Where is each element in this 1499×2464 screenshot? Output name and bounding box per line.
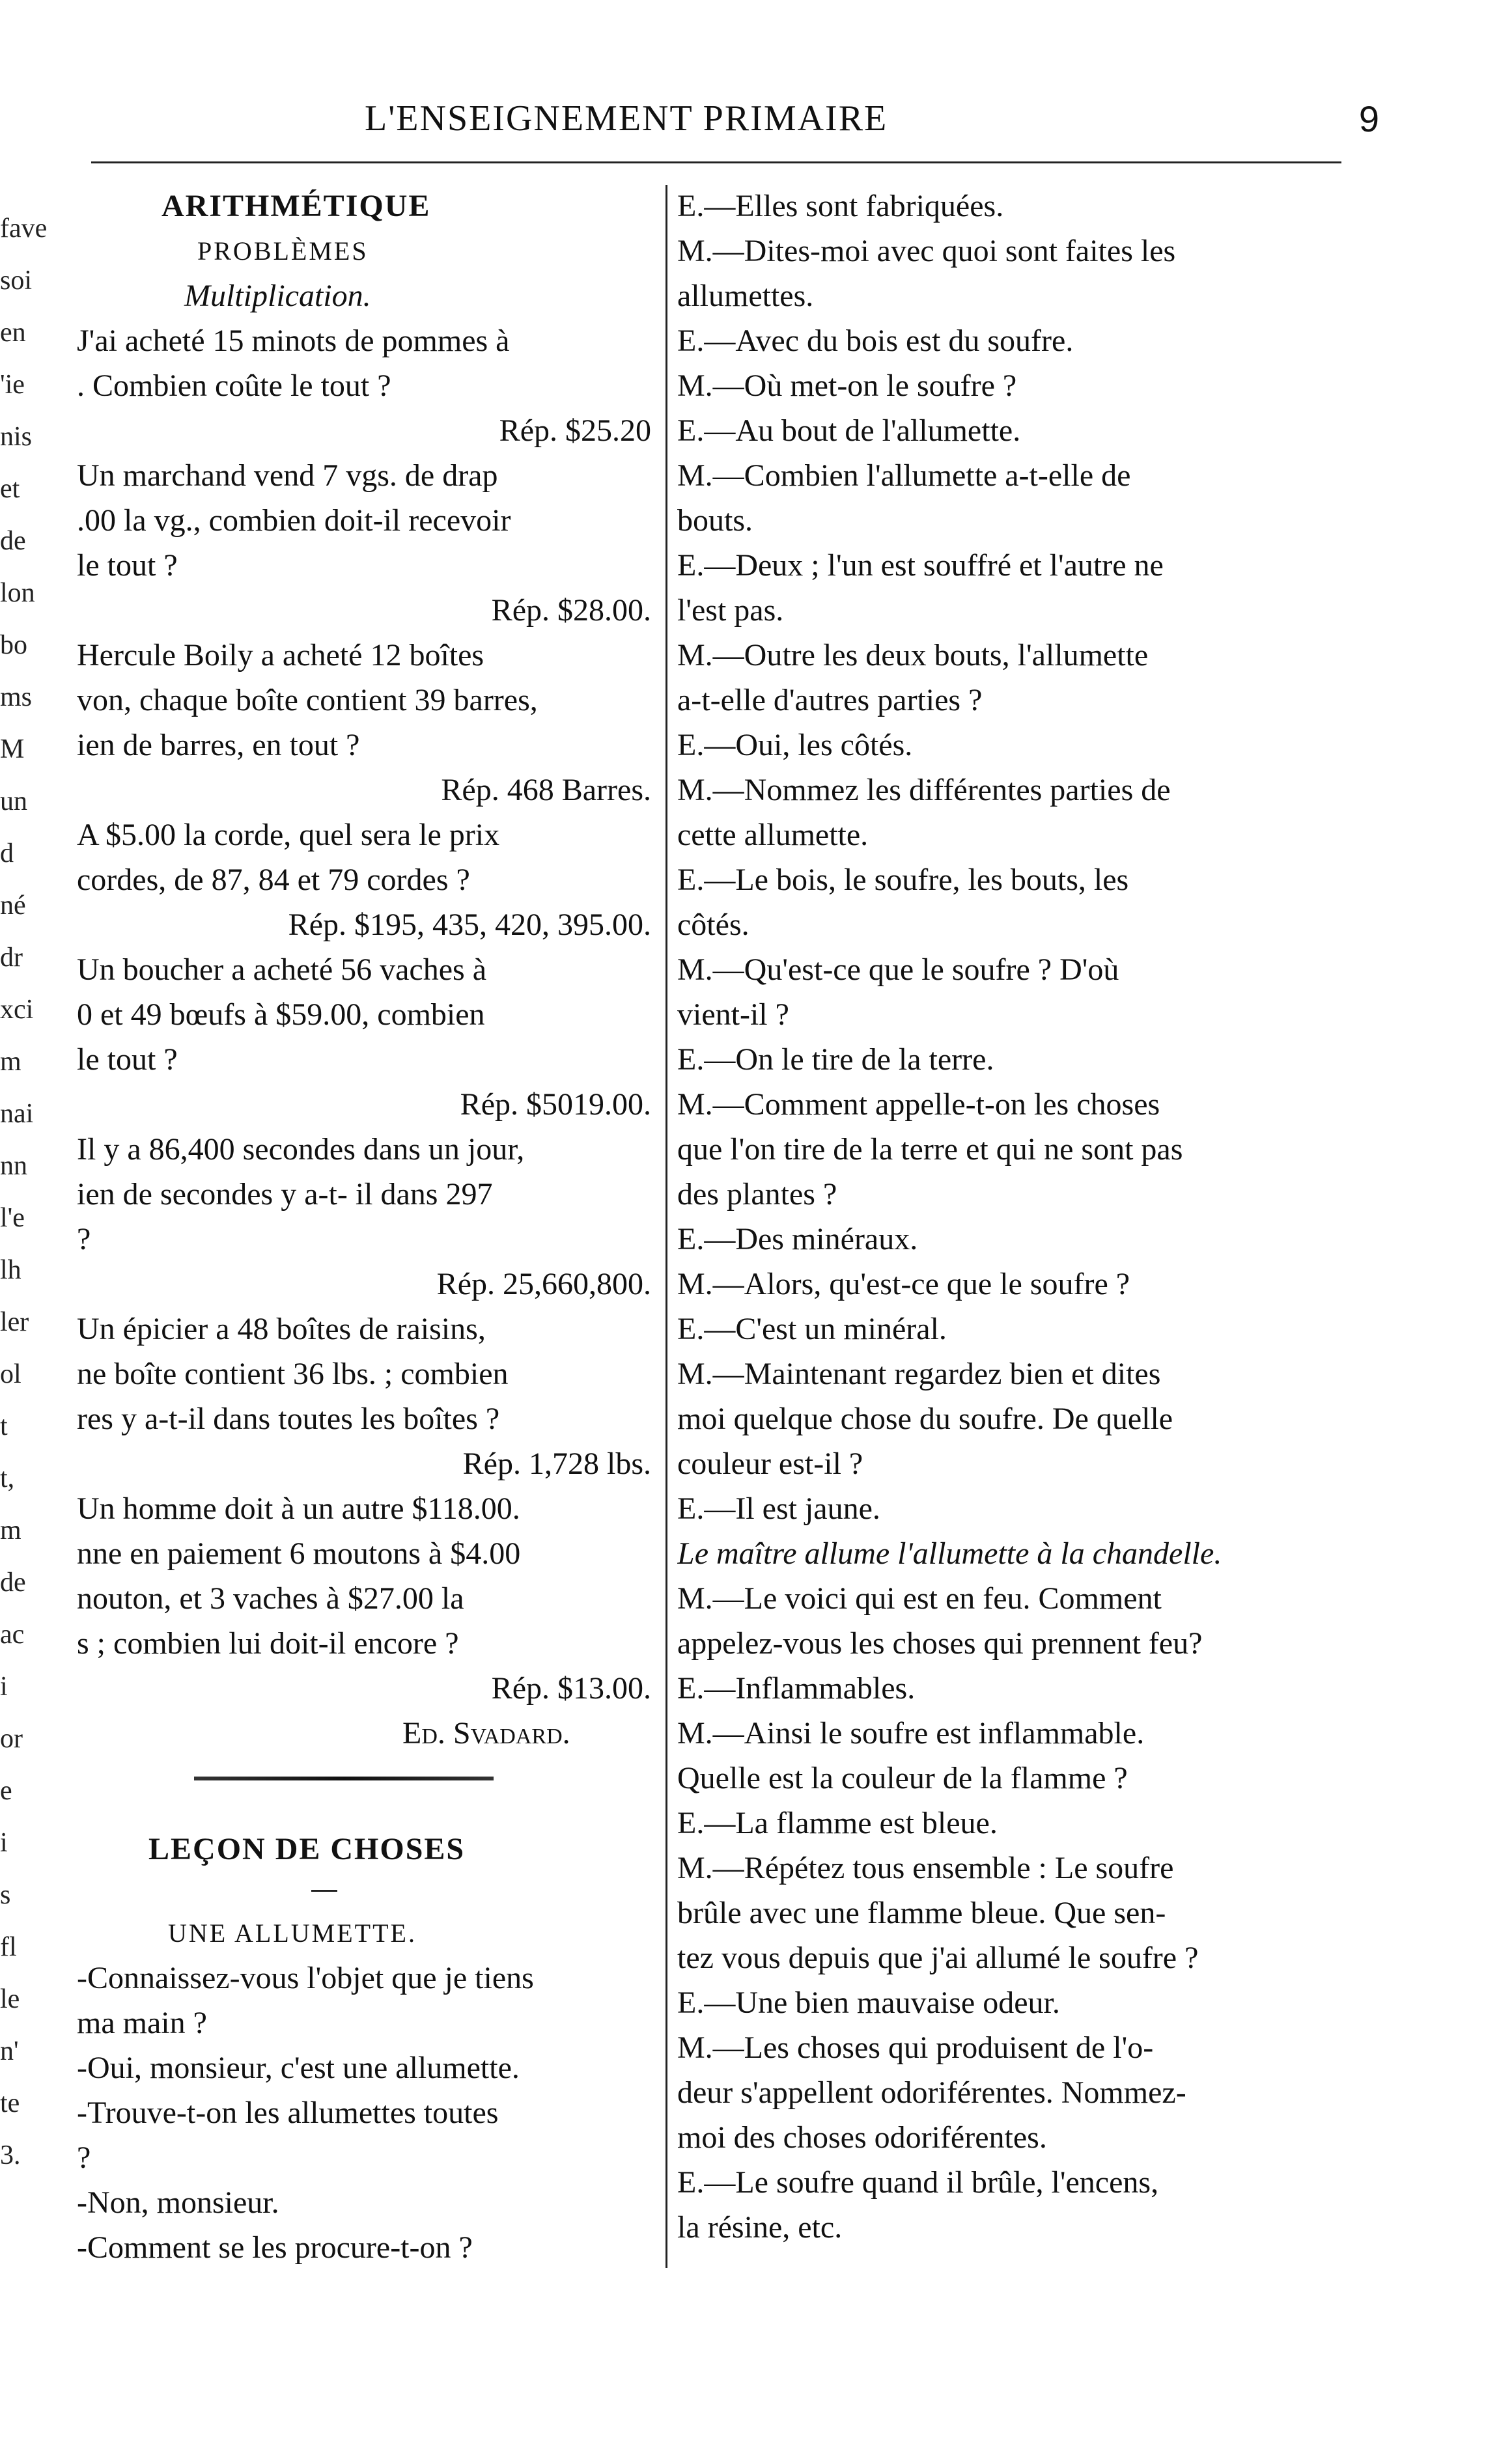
running-title: L'ENSEIGNEMENT PRIMAIRE <box>365 98 888 139</box>
dialogue-line: E.—Une bien mauvaise odeur. <box>677 1986 1060 2020</box>
gutter-fragment: nai <box>0 1099 34 1129</box>
header-rule <box>91 161 1341 163</box>
problem-answer: Rép. $13.00. <box>491 1671 651 1706</box>
dialogue-line: la résine, etc. <box>677 2210 843 2245</box>
dialogue-line: E.—Inflammables. <box>677 1671 916 1706</box>
problem-line: Il y a 86,400 secondes dans un jour, <box>77 1132 525 1167</box>
problem-line: von, chaque boîte contient 39 barres, <box>77 683 538 717</box>
dialogue-line: moi des choses odoriférentes. <box>677 2120 1047 2155</box>
problem-line: nne en paiement 6 moutons à $4.00 <box>77 1536 521 1571</box>
dialogue-line: E.—Avec du bois est du soufre. <box>677 324 1074 358</box>
gutter-fragment: i <box>0 1672 8 1702</box>
dialogue-line: E.—Au bout de l'allumette. <box>677 413 1021 448</box>
section-title: ARITHMÉTIQUE <box>161 189 431 223</box>
gutter-fragment: ac <box>0 1620 25 1650</box>
lesson-line: ma main ? <box>77 2006 207 2040</box>
lesson-line: -Oui, monsieur, c'est une allumette. <box>77 2051 520 2085</box>
dialogue-line: E.—Le soufre quand il brûle, l'encens, <box>677 2165 1159 2200</box>
problem-line: s ; combien lui doit-il encore ? <box>77 1626 459 1661</box>
problem-line: .00 la vg., combien doit-il recevoir <box>77 503 511 538</box>
gutter-fragment: m <box>0 1047 21 1077</box>
gutter-fragment: nn <box>0 1151 27 1181</box>
problem-line: Un épicier a 48 boîtes de raisins, <box>77 1312 486 1346</box>
ornament-rule <box>194 1777 494 1780</box>
problem-line: 0 et 49 bœufs à $59.00, combien <box>77 997 485 1032</box>
topic-title: Multiplication. <box>184 279 371 313</box>
dialogue-line: couleur est-il ? <box>677 1447 863 1481</box>
dialogue-line: M.—Alors, qu'est-ce que le soufre ? <box>677 1267 1130 1301</box>
dialogue-line: bouts. <box>677 503 753 538</box>
short-dash <box>311 1890 337 1892</box>
ornament-divider <box>77 1756 656 1801</box>
problem-line: ien de barres, en tout ? <box>77 728 360 762</box>
dialogue-line: M.—Qu'est-ce que le soufre ? D'où <box>677 952 1119 987</box>
dialogue-line: M.—Nommez les différentes parties de <box>677 773 1171 807</box>
lesson-dialogue <box>77 1956 656 2270</box>
left-column <box>77 184 656 2270</box>
problem-answer: Rép. 468 Barres. <box>441 773 651 807</box>
gutter-fragment: en <box>0 318 26 348</box>
dialogue-line: E.—C'est un minéral. <box>677 1312 947 1346</box>
dialogue-line: allumettes. <box>677 279 814 313</box>
dialogue-lines <box>677 184 1367 2250</box>
dialogue-line: vient-il ? <box>677 997 789 1032</box>
gutter-fragment: fl <box>0 1932 17 1962</box>
dialogue-line: E.—Oui, les côtés. <box>677 728 913 762</box>
gutter-fragment: de <box>0 1568 26 1598</box>
gutter-fragment: i <box>0 1828 8 1858</box>
lesson-line: -Trouve-t-on les allumettes toutes <box>77 2096 499 2130</box>
problem-line: le tout ? <box>77 1042 178 1077</box>
gutter-fragment: ms <box>0 682 33 712</box>
dialogue-line: M.—Combien l'allumette a-t-elle de <box>677 458 1131 493</box>
gutter-fragment: le <box>0 1984 20 2014</box>
dialogue-line: E.—Le bois, le soufre, les bouts, les <box>677 863 1129 897</box>
problem-line: ien de secondes y a-t- il dans 297 <box>77 1177 493 1211</box>
gutter-fragment: m <box>0 1516 21 1545</box>
dialogue-line: M.—Où met-on le soufre ? <box>677 368 1017 403</box>
gutter-fragment: un <box>0 786 27 816</box>
dialogue-line: E.—Deux ; l'un est souffré et l'autre ne <box>677 548 1164 583</box>
gutter-fragment: lon <box>0 578 35 608</box>
dialogue-line: a-t-elle d'autres parties ? <box>677 683 983 717</box>
problem-answer: Rép. 25,660,800. <box>436 1267 651 1301</box>
dialogue-line: E.—La flamme est bleue. <box>677 1806 998 1840</box>
dialogue-line: M.—Maintenant regardez bien et dites <box>677 1357 1161 1391</box>
dialogue-line: tez vous depuis que j'ai allumé le soufre ? <box>677 1941 1199 1975</box>
problem-line: Un boucher a acheté 56 vaches à <box>77 952 487 987</box>
dialogue-line: E.—On le tire de la terre. <box>677 1042 994 1077</box>
lesson-line: -Comment se les procure-t-on ? <box>77 2230 473 2265</box>
dialogue-line: deur s'appellent odoriférentes. Nommez- <box>677 2075 1186 2110</box>
gutter-fragment: lh <box>0 1255 21 1285</box>
gutter-fragment: te <box>0 2088 20 2118</box>
dialogue-line: appelez-vous les choses qui prennent feu? <box>677 1626 1203 1661</box>
gutter-fragment: t <box>0 1411 8 1441</box>
problem-line: ? <box>77 1222 91 1256</box>
dialogue-line: M.—Répétez tous ensemble : Le soufre <box>677 1851 1174 1885</box>
gutter-fragment: de <box>0 526 26 556</box>
dialogue-line: M.—Ainsi le soufre est inflammable. <box>677 1716 1145 1751</box>
problem-line: cordes, de 87, 84 et 79 cordes ? <box>77 863 470 897</box>
dialogue-line: M.—Outre les deux bouts, l'allumette <box>677 638 1149 672</box>
dialogue-line: M.—Le voici qui est en feu. Comment <box>677 1581 1162 1616</box>
dialogue-line: E.—Il est jaune. <box>677 1491 880 1526</box>
gutter-fragment: or <box>0 1724 23 1754</box>
signature: Ed. Svadard. <box>402 1716 570 1751</box>
problem-answer: Rép. $5019.00. <box>460 1087 651 1122</box>
problem-line: A $5.00 la corde, quel sera le prix <box>77 818 500 852</box>
problem-line: Hercule Boily a acheté 12 boîtes <box>77 638 484 672</box>
gutter-fragment: bo <box>0 630 27 660</box>
left-gutter-fragments <box>0 0 55 2464</box>
problem-line: le tout ? <box>77 548 178 583</box>
lesson-line: ? <box>77 2140 91 2175</box>
dialogue-line: brûle avec une flamme bleue. Que sen- <box>677 1896 1166 1930</box>
gutter-fragment: fave <box>0 214 48 243</box>
problem-line: . Combien coûte le tout ? <box>77 368 391 403</box>
problem-line: Un homme doit à un autre $118.00. <box>77 1491 520 1526</box>
dialogue-line: E.—Elles sont fabriquées. <box>677 189 1004 223</box>
gutter-fragment: M <box>0 734 25 764</box>
gutter-fragment: nis <box>0 422 33 452</box>
gutter-fragment: 3. <box>0 2140 21 2170</box>
lesson-title: LEÇON DE CHOSES <box>148 1832 466 1866</box>
gutter-fragment: né <box>0 891 26 921</box>
gutter-fragment: e <box>0 1776 12 1806</box>
dialogue-line: M.—Les choses qui produisent de l'o- <box>677 2030 1154 2065</box>
problem-answer: Rép. $25.20 <box>499 413 651 448</box>
gutter-fragment: soi <box>0 266 33 296</box>
lesson-line: -Connaissez-vous l'objet que je tiens <box>77 1961 534 1995</box>
dialogue-line: moi quelque chose du soufre. De quelle <box>677 1402 1173 1436</box>
problem-list <box>77 318 656 1711</box>
short-divider <box>77 1872 656 1911</box>
page-header <box>365 98 1380 150</box>
dialogue-line: M.—Comment appelle-t-on les choses <box>677 1087 1160 1122</box>
column-divider <box>665 185 667 2268</box>
dialogue-line: Quelle est la couleur de la flamme ? <box>677 1761 1128 1795</box>
lesson-line: -Non, monsieur. <box>77 2185 279 2220</box>
gutter-fragment: n' <box>0 2036 19 2066</box>
subsection-title: PROBLÈMES <box>197 236 369 266</box>
gutter-fragment: d <box>0 838 14 868</box>
problem-line: J'ai acheté 15 minots de pommes à <box>77 324 510 358</box>
dialogue-line: cette allumette. <box>677 818 869 852</box>
dialogue-line: des plantes ? <box>677 1177 837 1211</box>
problem-line: ne boîte contient 36 lbs. ; combien <box>77 1357 509 1391</box>
problem-line: Un marchand vend 7 vgs. de drap <box>77 458 498 493</box>
gutter-fragment: l'e <box>0 1203 25 1233</box>
gutter-fragment: 'ie <box>0 370 25 400</box>
problem-answer: Rép. $28.00. <box>491 593 651 628</box>
page-number: 9 <box>1358 98 1380 139</box>
dialogue-line: M.—Dites-moi avec quoi sont faites les <box>677 234 1176 268</box>
dialogue-line: que l'on tire de la terre et qui ne sont pas <box>677 1132 1183 1167</box>
stage-direction: Le maître allume l'allumette à la chandelle. <box>677 1536 1222 1571</box>
gutter-fragment: dr <box>0 943 23 973</box>
problem-answer: Rép. $195, 435, 420, 395.00. <box>288 907 651 942</box>
gutter-fragment: ol <box>0 1359 21 1389</box>
gutter-fragment: s <box>0 1880 11 1910</box>
dialogue-line: côtés. <box>677 907 750 942</box>
lesson-subtitle: UNE ALLUMETTE. <box>168 1918 417 1948</box>
problem-answer: Rép. 1,728 lbs. <box>462 1447 651 1481</box>
gutter-fragment: ler <box>0 1307 29 1337</box>
problem-line: nouton, et 3 vaches à $27.00 la <box>77 1581 464 1616</box>
gutter-fragment: xci <box>0 995 34 1025</box>
gutter-fragment: et <box>0 474 20 504</box>
dialogue-line: l'est pas. <box>677 593 784 628</box>
problem-line: res y a-t-il dans toutes les boîtes ? <box>77 1402 500 1436</box>
right-column <box>677 184 1367 2250</box>
gutter-fragment: t, <box>0 1463 15 1493</box>
dialogue-line: E.—Des minéraux. <box>677 1222 918 1256</box>
